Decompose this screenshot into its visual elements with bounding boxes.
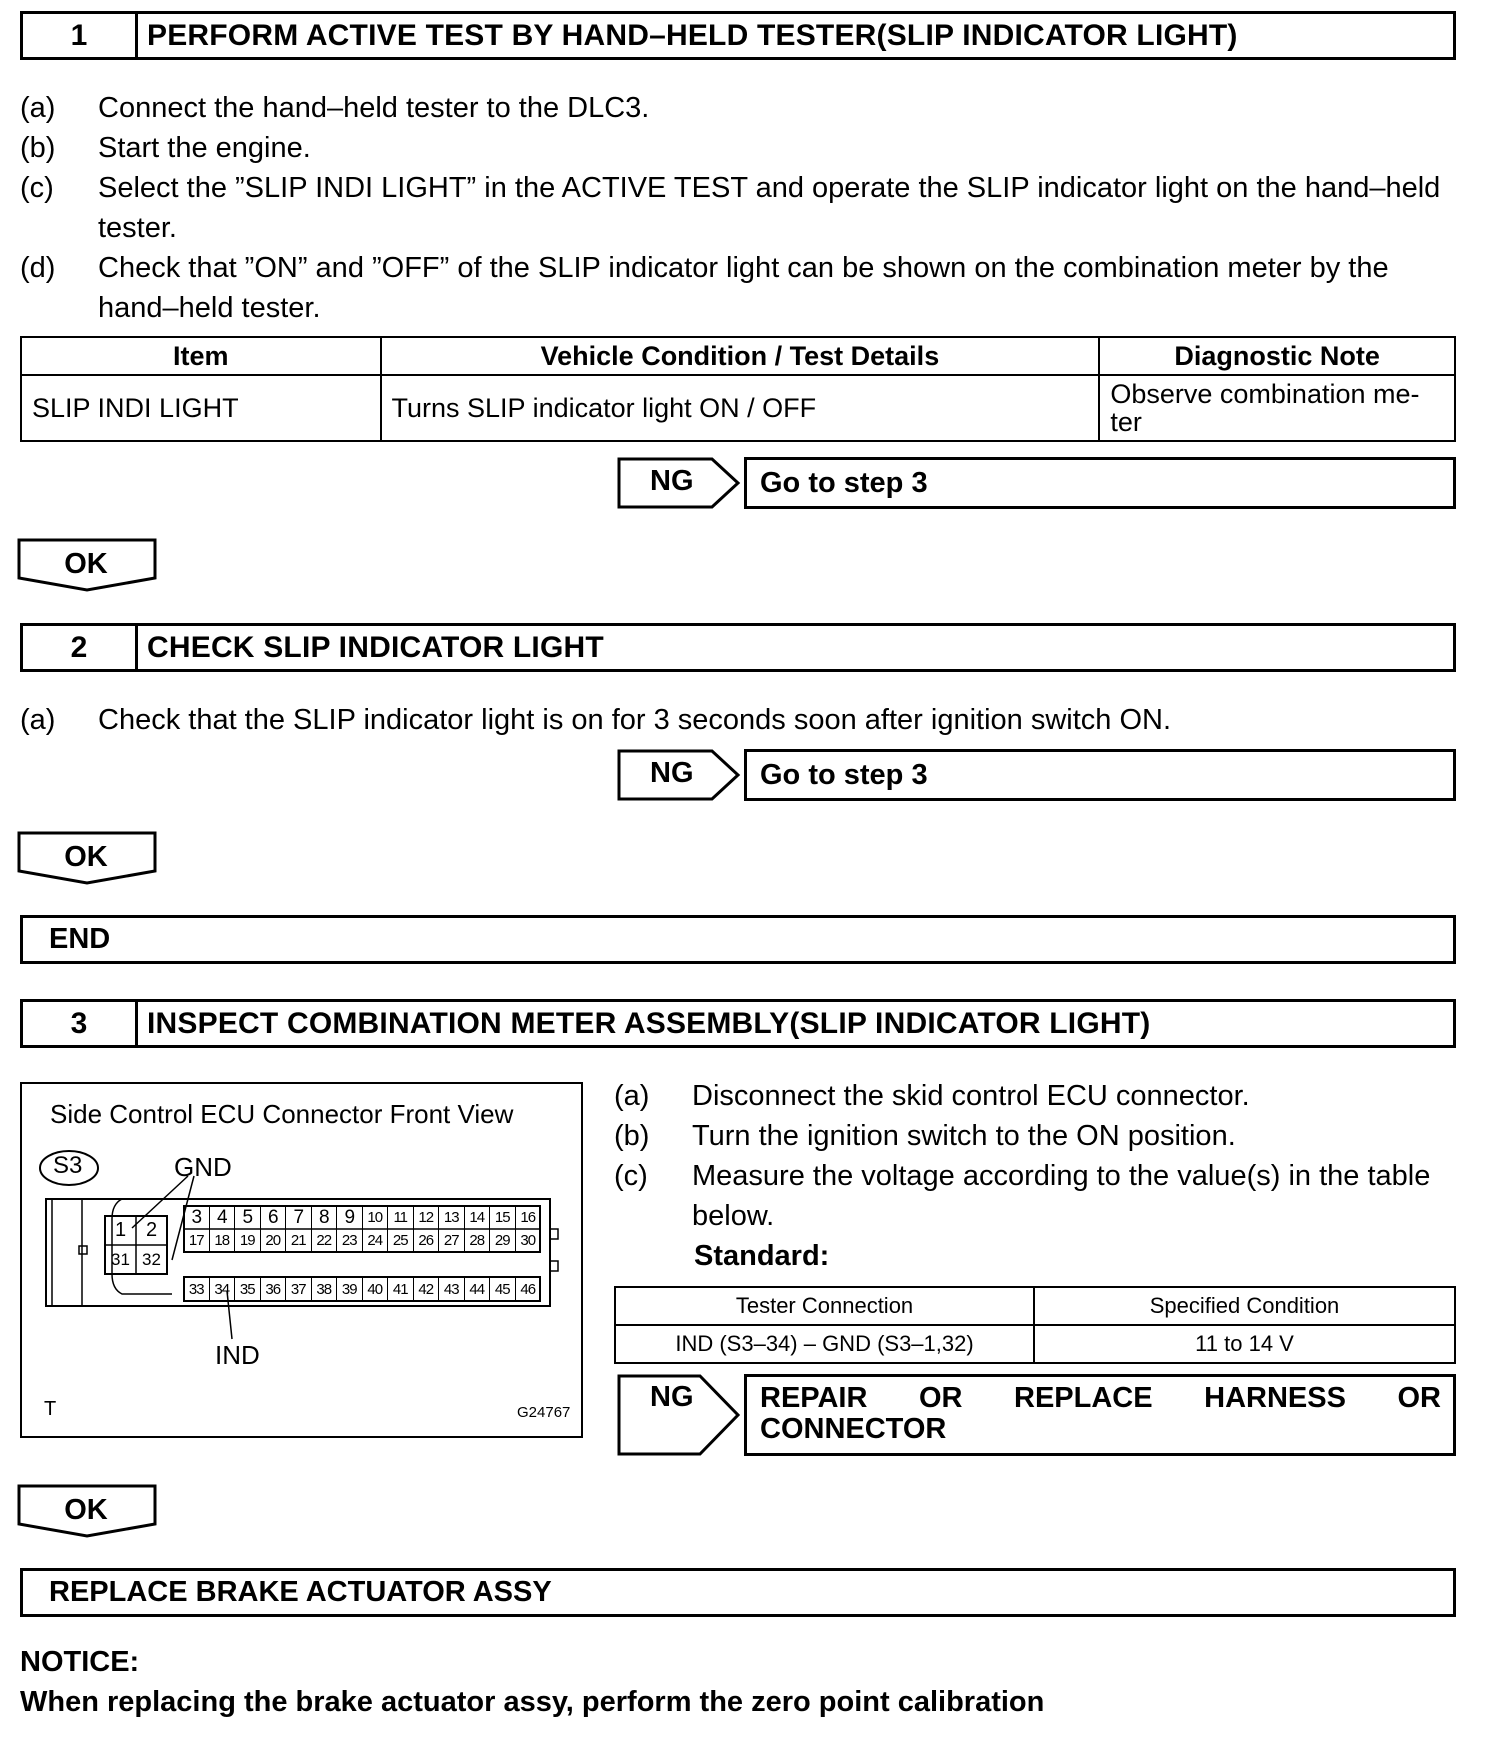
pin-label: 9 xyxy=(336,1206,362,1229)
pin-label: 34 xyxy=(209,1277,235,1301)
ng-label: NG xyxy=(650,757,694,789)
pin-label: 1 xyxy=(114,1219,127,1241)
table-header-cell: Specified Condition xyxy=(1034,1287,1455,1325)
pin-label: 7 xyxy=(285,1206,311,1229)
pin-label: 40 xyxy=(362,1277,388,1301)
pin-label: 6 xyxy=(260,1206,286,1229)
pin-label: 14 xyxy=(464,1206,490,1229)
pin-label: 31 xyxy=(111,1249,130,1269)
pin-label: 33 xyxy=(188,1280,204,1298)
table-row xyxy=(21,375,1455,441)
instruction-text: Turn the ignition switch to the ON position. xyxy=(692,1120,1236,1152)
step-number: 3 xyxy=(23,1002,138,1045)
pin-label: 38 xyxy=(311,1277,337,1301)
final-action-box: REPLACE BRAKE ACTUATOR ASSY xyxy=(20,1568,1456,1617)
pin-label: 43 xyxy=(438,1277,464,1301)
ok-label: OK xyxy=(64,548,108,580)
end-box: END xyxy=(20,915,1456,964)
table-cell: IND (S3–34) – GND (S3–1,32) xyxy=(615,1325,1034,1363)
instruction-label: (b) xyxy=(614,1120,650,1152)
pin-label: 17 xyxy=(188,1232,204,1249)
instruction-item xyxy=(614,1076,1464,1116)
table-cell: 11 to 14 V xyxy=(1034,1325,1455,1363)
pin-label: 28 xyxy=(464,1229,490,1252)
pin-row-3 xyxy=(184,1277,540,1301)
connector-id-label: S3 xyxy=(53,1152,83,1179)
pin-label: 11 xyxy=(387,1206,413,1229)
pin-label: 25 xyxy=(387,1229,413,1252)
pin-label: 30 xyxy=(515,1229,541,1252)
step-title: PERFORM ACTIVE TEST BY HAND–HELD TESTER(SLIP INDICATOR LIGHT) xyxy=(147,18,1238,52)
figure-code: G24767 xyxy=(517,1404,571,1421)
pin-label: 12 xyxy=(413,1206,439,1229)
pin-row-2 xyxy=(184,1229,540,1252)
pin-label: 36 xyxy=(260,1277,286,1301)
instruction-text: Start the engine. xyxy=(98,132,311,164)
pin-label: 46 xyxy=(515,1277,541,1301)
instruction-item xyxy=(614,1116,1464,1156)
step-number: 1 xyxy=(23,14,138,57)
pin-label: 13 xyxy=(438,1206,464,1229)
step-title: CHECK SLIP INDICATOR LIGHT xyxy=(147,630,604,664)
instruction-text: Measure the voltage according to the value(s) in the table below. xyxy=(692,1160,1431,1232)
pin-label: 22 xyxy=(311,1229,337,1252)
instruction-item xyxy=(614,1156,1464,1236)
gnd-label: GND xyxy=(174,1152,232,1182)
ng-action-line: REPAIR OR REPLACE HARNESS OR xyxy=(760,1382,1441,1414)
pin-label: 24 xyxy=(362,1229,388,1252)
instruction-label: (a) xyxy=(20,92,56,124)
pin-label: 42 xyxy=(413,1277,439,1301)
instruction-item xyxy=(20,168,1460,248)
pin-label: 27 xyxy=(438,1229,464,1252)
pin-label: 16 xyxy=(515,1206,541,1229)
ng-goto-box: Go to step 3 xyxy=(744,457,1456,509)
instruction-text: Select the ”SLIP INDI LIGHT” in the ACTIVE TEST and operate the SLIP indicator light on the hand–held tester. xyxy=(98,172,1441,244)
instruction-text: Connect the hand–held tester to the DLC3. xyxy=(98,92,650,124)
ng-goto-box: Go to step 3 xyxy=(744,749,1456,801)
pin-label: 35 xyxy=(234,1277,260,1301)
table-header-cell: Vehicle Condition / Test Details xyxy=(381,337,1100,375)
instruction-text: Check that ”ON” and ”OFF” of the SLIP indicator light can be shown on the combination meter by the hand–held tester. xyxy=(98,252,1389,324)
instruction-label: (b) xyxy=(20,132,56,164)
instruction-item xyxy=(20,128,1460,168)
instruction-label: (a) xyxy=(20,704,56,736)
instruction-text: Disconnect the skid control ECU connector. xyxy=(692,1080,1250,1112)
pin-label: 45 xyxy=(489,1277,515,1301)
pin-label: 23 xyxy=(336,1229,362,1252)
instruction-label: (c) xyxy=(614,1160,648,1192)
step-1-header xyxy=(20,11,1456,60)
voltage-spec-table xyxy=(614,1286,1456,1364)
instruction-label: (a) xyxy=(614,1080,650,1112)
pin-label: 3 xyxy=(191,1206,202,1228)
table-header-cell: Item xyxy=(21,337,381,375)
corner-letter: T xyxy=(44,1398,57,1420)
ng-label: NG xyxy=(650,1381,694,1413)
table-header-cell: Tester Connection xyxy=(615,1287,1034,1325)
pin-label: 37 xyxy=(285,1277,311,1301)
table-cell: Turns SLIP indicator light ON / OFF xyxy=(381,375,1100,441)
pin-label: 20 xyxy=(260,1229,286,1252)
pin-label: 41 xyxy=(387,1277,413,1301)
step-3-instructions xyxy=(614,1076,1464,1236)
ind-label: IND xyxy=(215,1340,260,1370)
pin-label: 29 xyxy=(489,1229,515,1252)
instruction-item xyxy=(20,700,1460,740)
instruction-label: (c) xyxy=(20,172,54,204)
pin-label: 26 xyxy=(413,1229,439,1252)
pin-label: 32 xyxy=(142,1249,161,1269)
step-2-instructions xyxy=(20,700,1460,740)
pin-label: 39 xyxy=(336,1277,362,1301)
table-header-row xyxy=(21,337,1455,375)
pin-row-1 xyxy=(184,1206,540,1229)
pin-label: 8 xyxy=(311,1206,337,1229)
instruction-item xyxy=(20,248,1460,328)
pin-label: 18 xyxy=(209,1229,235,1252)
table-row xyxy=(615,1325,1455,1363)
pin-label: 44 xyxy=(464,1277,490,1301)
ok-label: OK xyxy=(64,841,108,873)
pin-label: 21 xyxy=(285,1229,311,1252)
table-header-row xyxy=(615,1287,1455,1325)
instruction-item xyxy=(20,88,1460,128)
diagram-title: Side Control ECU Connector Front View xyxy=(50,1099,514,1129)
pin-label: 2 xyxy=(145,1219,158,1241)
pin-label: 10 xyxy=(362,1206,388,1229)
pin-label: 19 xyxy=(234,1229,260,1252)
instruction-label: (d) xyxy=(20,252,56,284)
connector-diagram xyxy=(20,1082,583,1438)
ng-action-line: CONNECTOR xyxy=(760,1413,947,1445)
instruction-text: Check that the SLIP indicator light is on for 3 seconds soon after ignition switch ON. xyxy=(98,704,1172,736)
step-2-header xyxy=(20,623,1456,672)
table-cell: SLIP INDI LIGHT xyxy=(21,375,381,441)
step-3-header xyxy=(20,999,1456,1048)
notice-heading: NOTICE: xyxy=(20,1646,140,1678)
notice-text: When replacing the brake actuator assy, perform the zero point calibration xyxy=(20,1686,1045,1718)
pin-label: 15 xyxy=(489,1206,515,1229)
table-cell: Observe combination me-ter xyxy=(1099,375,1455,441)
table-header-cell: Diagnostic Note xyxy=(1099,337,1455,375)
step-number: 2 xyxy=(23,626,138,669)
pin-label: 5 xyxy=(234,1206,260,1229)
active-test-table xyxy=(20,336,1456,442)
step-1-instructions xyxy=(20,88,1460,328)
step-title: INSPECT COMBINATION METER ASSEMBLY(SLIP INDICATOR LIGHT) xyxy=(147,1006,1151,1040)
pin-label: 4 xyxy=(209,1206,235,1229)
ng-action-box xyxy=(744,1374,1456,1456)
standard-label: Standard: xyxy=(694,1240,830,1272)
ng-label: NG xyxy=(650,465,694,497)
ok-label: OK xyxy=(64,1494,108,1526)
